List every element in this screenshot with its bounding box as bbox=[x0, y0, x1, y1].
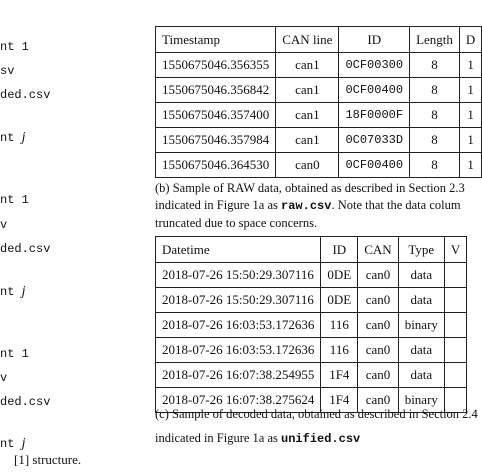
table-cell: 2018-07-26 16:03:53.172636 bbox=[156, 313, 321, 338]
table-cell: 2018-07-26 16:07:38.275624 bbox=[156, 388, 321, 413]
left-code-line: nt j bbox=[0, 130, 26, 145]
table-cell: 116 bbox=[321, 313, 358, 338]
left-code-line: sv bbox=[0, 64, 15, 78]
table-cell: 1 bbox=[459, 103, 481, 128]
table-cell: 1F4 bbox=[321, 388, 358, 413]
table-cell: binary bbox=[398, 388, 444, 413]
table-cell: 0CF00300 bbox=[339, 53, 410, 78]
table-cell: 1F4 bbox=[321, 363, 358, 388]
table-cell bbox=[444, 313, 466, 338]
decoded-column-header: V bbox=[444, 237, 466, 263]
caption-c-line2 bbox=[155, 432, 360, 445]
table-row bbox=[156, 263, 467, 288]
caption-b-line2-prefix: indicated in Figure 1a as bbox=[155, 198, 282, 212]
table-cell: can0 bbox=[358, 363, 398, 388]
caption-c-line2-prefix: indicated in Figure 1a as bbox=[155, 431, 282, 445]
table-cell: 1550675046.356842 bbox=[156, 78, 276, 103]
table-cell: data bbox=[398, 288, 444, 313]
raw-column-header: ID bbox=[339, 27, 410, 53]
raw-table-header-row bbox=[156, 27, 482, 53]
table-cell: 2018-07-26 16:03:53.172636 bbox=[156, 338, 321, 363]
decoded-column-header: Type bbox=[398, 237, 444, 263]
table-cell: can1 bbox=[276, 103, 339, 128]
left-code-line: ded.csv bbox=[0, 395, 51, 409]
table-row bbox=[156, 103, 482, 128]
table-cell: 8 bbox=[410, 153, 460, 178]
table-cell bbox=[444, 338, 466, 363]
caption-b-line2 bbox=[155, 199, 461, 212]
table-cell: 1 bbox=[459, 53, 481, 78]
raw-column-header: Timestamp bbox=[156, 27, 276, 53]
left-code-line: nt j bbox=[0, 284, 26, 299]
table-cell bbox=[444, 363, 466, 388]
table-cell: 2018-07-26 15:50:29.307116 bbox=[156, 263, 321, 288]
italic-index-variable: j bbox=[21, 284, 26, 299]
table-cell: 1550675046.357984 bbox=[156, 128, 276, 153]
table-cell: 2018-07-26 16:07:38.254955 bbox=[156, 363, 321, 388]
table-cell: can1 bbox=[276, 128, 339, 153]
caption-b-line1: (b) Sample of RAW data, obtained as described in Section 2.3 bbox=[155, 181, 465, 195]
table-cell: 0CF00400 bbox=[339, 153, 410, 178]
decoded-column-header: Datetime bbox=[156, 237, 321, 263]
left-code-line: ded.csv bbox=[0, 242, 51, 256]
table-cell bbox=[444, 288, 466, 313]
italic-index-variable: j bbox=[21, 130, 26, 145]
decoded-data-table bbox=[155, 236, 467, 413]
table-row bbox=[156, 338, 467, 363]
table-cell: 1550675046.357400 bbox=[156, 103, 276, 128]
table-cell: data bbox=[398, 363, 444, 388]
table-cell: can0 bbox=[358, 338, 398, 363]
raw-column-header: CAN line bbox=[276, 27, 339, 53]
table-cell: 8 bbox=[410, 103, 460, 128]
decoded-column-header: ID bbox=[321, 237, 358, 263]
table-cell: 1 bbox=[459, 128, 481, 153]
decoded-table-header-row bbox=[156, 237, 467, 263]
table-row bbox=[156, 288, 467, 313]
table-row bbox=[156, 153, 482, 178]
table-cell: 1 bbox=[459, 153, 481, 178]
table-row bbox=[156, 128, 482, 153]
table-cell bbox=[444, 263, 466, 288]
raw-column-header: Length bbox=[410, 27, 460, 53]
left-code-line: v bbox=[0, 218, 8, 232]
table-cell: 0C07033D bbox=[339, 128, 410, 153]
caption-b-filename: raw.csv bbox=[281, 199, 332, 213]
table-cell: 1550675046.364530 bbox=[156, 153, 276, 178]
left-code-line: v bbox=[0, 371, 8, 385]
figure-footer-text: [1] structure. bbox=[14, 452, 82, 467]
raw-column-header: D bbox=[459, 27, 481, 53]
table-cell: 2018-07-26 15:50:29.307116 bbox=[156, 288, 321, 313]
raw-data-table bbox=[155, 26, 482, 178]
table-cell: 1550675046.356355 bbox=[156, 53, 276, 78]
table-cell: can1 bbox=[276, 78, 339, 103]
caption-b-line2-suffix: . Note that the data colum bbox=[331, 198, 461, 212]
table-cell: data bbox=[398, 263, 444, 288]
table-cell: 0DE bbox=[321, 263, 358, 288]
table-cell: 18F0000F bbox=[339, 103, 410, 128]
table-cell: 1 bbox=[459, 78, 481, 103]
table-cell: can0 bbox=[358, 388, 398, 413]
table-cell: can0 bbox=[276, 153, 339, 178]
table-cell: 116 bbox=[321, 338, 358, 363]
left-code-line: nt 1 bbox=[0, 193, 29, 207]
table-row bbox=[156, 363, 467, 388]
table-row bbox=[156, 78, 482, 103]
table-cell: can0 bbox=[358, 263, 398, 288]
caption-c-line1: (c) Sample of decoded data, obtained as described in Section 2.4 bbox=[155, 407, 478, 421]
italic-index-variable: j bbox=[21, 436, 26, 451]
left-code-line: nt j bbox=[0, 436, 26, 451]
left-code-line: nt 1 bbox=[0, 347, 29, 361]
table-row bbox=[156, 53, 482, 78]
table-cell: 8 bbox=[410, 78, 460, 103]
table-cell: binary bbox=[398, 313, 444, 338]
left-code-line: nt 1 bbox=[0, 40, 29, 54]
caption-b-line3: truncated due to space concerns. bbox=[155, 216, 318, 230]
caption-c-filename: unified.csv bbox=[281, 432, 361, 446]
table-cell: 0DE bbox=[321, 288, 358, 313]
table-cell: 0CF00400 bbox=[339, 78, 410, 103]
table-cell: 8 bbox=[410, 128, 460, 153]
table-cell: 8 bbox=[410, 53, 460, 78]
table-cell: can0 bbox=[358, 313, 398, 338]
table-cell: data bbox=[398, 338, 444, 363]
table-cell: can0 bbox=[358, 288, 398, 313]
table-row bbox=[156, 313, 467, 338]
left-code-line: ded.csv bbox=[0, 88, 51, 102]
decoded-column-header: CAN bbox=[358, 237, 398, 263]
table-cell: can1 bbox=[276, 53, 339, 78]
